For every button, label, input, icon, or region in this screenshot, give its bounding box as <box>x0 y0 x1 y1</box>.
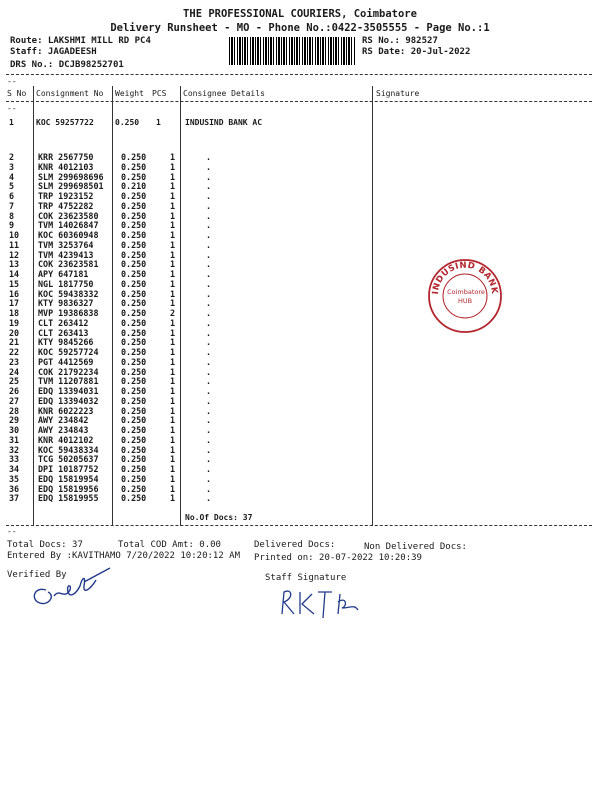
row-weight: 0.250 <box>121 425 147 435</box>
delivered-docs: Delivered Docs: <box>254 540 336 550</box>
row-sno: 14 <box>9 269 20 279</box>
row-weight: 0.250 <box>121 434 147 445</box>
row-consignee: . <box>206 278 212 289</box>
row-pcs: 1 <box>170 288 176 299</box>
row-pcs: 1 <box>170 366 176 377</box>
row-consignee: . <box>206 191 212 201</box>
row-consignee: . <box>206 347 212 357</box>
staff-label: Staff: JAGADEESH <box>10 47 97 57</box>
row-consignment: KOC 60360948 <box>38 230 99 240</box>
row-weight: 0.250 <box>121 337 147 348</box>
total-cod-amount: Total COD Amt: 0.00 <box>118 540 221 550</box>
row-consignee: . <box>206 269 212 279</box>
row-sno: 28 <box>9 405 20 416</box>
row-consignee: . <box>206 337 212 348</box>
row-consignee: . <box>206 444 212 455</box>
row-consignee: . <box>206 210 212 221</box>
row-consignment: AWY 234842 <box>38 415 89 426</box>
row-weight: 0.250 <box>121 288 147 299</box>
row-sno: 15 <box>9 278 20 289</box>
row-pcs: 1 <box>170 171 176 182</box>
row-pcs: 1 <box>170 278 176 289</box>
row-sno: 33 <box>9 454 20 465</box>
row-sno: 3 <box>9 161 15 172</box>
row-pcs: 1 <box>170 415 176 426</box>
barcode <box>229 37 356 65</box>
row-pcs: 1 <box>170 493 176 504</box>
stamp-hub: HUB <box>457 297 473 305</box>
rs-date: RS Date: 20-Jul-2022 <box>362 47 471 57</box>
row-consignment: EDQ 13394032 <box>38 395 99 406</box>
column-header-consignment: Consignment No <box>36 89 104 98</box>
row-consignment: TVM 14026847 <box>38 220 99 231</box>
row-weight: 0.250 <box>121 483 147 494</box>
row-weight: 0.250 <box>121 269 147 279</box>
row-consignee: . <box>206 298 212 309</box>
row-pcs: 1 <box>170 200 176 211</box>
non-delivered-docs: Non Delivered Docs: <box>364 542 467 552</box>
row-sno: 6 <box>9 191 15 201</box>
row-pcs: 1 <box>170 298 176 309</box>
row-1-sno: 1 <box>9 118 14 127</box>
row-consignment: SLM 299698696 <box>38 171 104 182</box>
row-consignment: TRP 4752282 <box>38 200 94 211</box>
bank-stamp <box>425 256 505 336</box>
row-1-consignment: KOC 59257722 <box>36 118 94 127</box>
row-sno: 7 <box>9 200 15 211</box>
row-consignment: TVM 11207881 <box>38 376 99 387</box>
rs-number: RS No.: 982527 <box>362 36 438 46</box>
row-consignment: KRR 2567750 <box>38 152 94 162</box>
row-weight: 0.250 <box>121 308 147 318</box>
row-consignment: KOC 59257724 <box>38 347 99 357</box>
row-consignee: . <box>206 181 212 192</box>
row-pcs: 1 <box>170 161 176 172</box>
row-sno: 5 <box>9 181 15 192</box>
staff-signature <box>270 580 370 625</box>
row-pcs: 1 <box>170 444 176 455</box>
row-consignee: . <box>206 356 212 367</box>
row-consignment: APY 647181 <box>38 269 89 279</box>
row-pcs: 1 <box>170 259 176 270</box>
row-pcs: 1 <box>170 425 176 435</box>
row-consignment: KOC 59438334 <box>38 444 99 455</box>
row-weight: 0.250 <box>121 152 147 162</box>
row-consignment: PGT 4412569 <box>38 356 94 367</box>
row-consignment: TVM 3253764 <box>38 239 94 250</box>
row-pcs: 1 <box>170 347 176 357</box>
column-header-signature: Signature <box>376 89 420 98</box>
row-consignment: MVP 19386838 <box>38 308 99 318</box>
row-consignment: CLT 263413 <box>38 327 89 338</box>
row-weight: 0.250 <box>121 405 147 416</box>
row-pcs: 1 <box>170 386 176 396</box>
row-pcs: 1 <box>170 191 176 201</box>
row-weight: 0.250 <box>121 473 147 484</box>
row-pcs: 1 <box>170 337 176 348</box>
row-consignee: . <box>206 386 212 396</box>
row-weight: 0.250 <box>121 493 147 504</box>
row-sno: 9 <box>9 220 15 231</box>
column-header-sno: S No <box>7 89 27 98</box>
row-consignee: . <box>206 308 212 318</box>
row-pcs: 1 <box>170 239 176 250</box>
row-weight: 0.250 <box>121 464 147 474</box>
row-pcs: 1 <box>170 230 176 240</box>
stamp-city: Coimbatore <box>447 288 485 296</box>
row-consignment: CLT 263412 <box>38 317 89 328</box>
row-consignee: . <box>206 161 212 172</box>
no-of-docs: No.Of Docs: 37 <box>185 513 253 522</box>
row-consignment: TVM 4239413 <box>38 249 94 260</box>
row-pcs: 1 <box>170 220 176 231</box>
row-weight: 0.250 <box>121 444 147 455</box>
row-sno: 22 <box>9 347 20 357</box>
row-consignment: COK 23623580 <box>38 210 99 221</box>
row-weight: 0.250 <box>121 278 147 289</box>
row-consignee: . <box>206 317 212 328</box>
row-weight: 0.250 <box>121 220 147 231</box>
row-sno: 24 <box>9 366 20 377</box>
row-consignment: COK 21792234 <box>38 366 99 377</box>
row-1-pcs: 1 <box>156 118 161 127</box>
row-weight: 0.250 <box>121 376 147 387</box>
printed-on: Printed on: 20-07-2022 10:20:39 <box>254 553 422 563</box>
entered-by: Entered By :KAVITHAMO 7/20/2022 10:20:12 AM <box>7 551 240 561</box>
row-weight: 0.250 <box>121 347 147 357</box>
row-weight: 0.250 <box>121 171 147 182</box>
column-divider <box>372 86 373 526</box>
row-consignment: EDQ 15819955 <box>38 493 99 504</box>
row-sno: 12 <box>9 249 20 260</box>
row-sno: 27 <box>9 395 20 406</box>
row-consignee: . <box>206 483 212 494</box>
row-consignee: . <box>206 415 212 426</box>
row-pcs: 1 <box>170 356 176 367</box>
row-weight: 0.250 <box>121 200 147 211</box>
table-rule-bottom <box>6 525 592 526</box>
row-weight: 0.250 <box>121 356 147 367</box>
row-weight: 0.250 <box>121 259 147 270</box>
row-consignee: . <box>206 259 212 270</box>
row-pcs: 1 <box>170 395 176 406</box>
row-consignee: . <box>206 239 212 250</box>
row-weight: 0.210 <box>121 181 147 192</box>
row-sno: 13 <box>9 259 20 270</box>
row-weight: 0.250 <box>121 210 147 221</box>
row-pcs: 1 <box>170 249 176 260</box>
row-consignment: EDQ 15819954 <box>38 473 99 484</box>
document-subtitle: Delivery Runsheet - MO - Phone No.:0422-3505555 - Page No.:1 <box>110 22 490 34</box>
row-sno: 8 <box>9 210 15 221</box>
verifier-signature <box>26 560 136 610</box>
row-sno: 18 <box>9 308 20 318</box>
row-consignment: TCG 50205637 <box>38 454 99 465</box>
row-sno: 37 <box>9 493 20 504</box>
verified-by-label: Verified By <box>7 570 67 580</box>
total-docs: Total Docs: 37 <box>7 540 83 550</box>
row-weight: 0.250 <box>121 454 147 465</box>
staff-signature-label: Staff Signature <box>265 573 347 583</box>
row-pcs: 1 <box>170 269 176 279</box>
table-sub-marker: -- <box>7 104 17 113</box>
row-weight: 0.250 <box>121 366 147 377</box>
header-rule-bottom <box>6 101 592 102</box>
row-sno: 25 <box>9 376 20 387</box>
row-consignee: . <box>206 200 212 211</box>
row-consignment: COK 23623581 <box>38 259 99 270</box>
row-consignment: KNR 4012103 <box>38 161 94 172</box>
row-weight: 0.250 <box>121 249 147 260</box>
header-rule-top <box>6 74 592 75</box>
row-pcs: 1 <box>170 317 176 328</box>
row-consignee: . <box>206 434 212 445</box>
row-pcs: 1 <box>170 434 176 445</box>
row-sno: 23 <box>9 356 20 367</box>
row-weight: 0.250 <box>121 161 147 172</box>
row-weight: 0.250 <box>121 317 147 328</box>
row-consignment: NGL 1817750 <box>38 278 94 289</box>
row-sno: 30 <box>9 425 20 435</box>
row-consignee: . <box>206 464 212 474</box>
row-pcs: 1 <box>170 376 176 387</box>
row-consignment: SLM 299698501 <box>38 181 104 192</box>
row-sno: 16 <box>9 288 20 299</box>
row-pcs: 1 <box>170 473 176 484</box>
row-sno: 21 <box>9 337 20 348</box>
row-consignment: KTY 9845266 <box>38 337 94 348</box>
column-header-pcs: PCS <box>152 89 167 98</box>
row-sno: 32 <box>9 444 20 455</box>
route-label: Route: LAKSHMI MILL RD PC4 <box>10 36 151 46</box>
row-sno: 20 <box>9 327 20 338</box>
row-weight: 0.250 <box>121 395 147 406</box>
row-sno: 11 <box>9 239 20 250</box>
row-pcs: 2 <box>170 308 176 318</box>
row-weight: 0.250 <box>121 327 147 338</box>
row-pcs: 1 <box>170 454 176 465</box>
row-1-weight: 0.250 <box>115 118 140 127</box>
row-consignment: KNR 4012102 <box>38 434 94 445</box>
row-consignee: . <box>206 376 212 387</box>
row-consignment: DPI 10187752 <box>38 464 99 474</box>
row-sno: 2 <box>9 152 15 162</box>
table-top-marker: -- <box>7 77 17 86</box>
row-weight: 0.250 <box>121 239 147 250</box>
row-1-consignee: INDUSIND BANK AC <box>185 118 263 127</box>
row-consignment: EDQ 15819956 <box>38 483 99 494</box>
row-consignment: KOC 59438332 <box>38 288 99 299</box>
row-weight: 0.250 <box>121 415 147 426</box>
row-sno: 36 <box>9 483 20 494</box>
row-pcs: 1 <box>170 181 176 192</box>
row-pcs: 1 <box>170 405 176 416</box>
column-header-consignee: Consignee Details <box>183 89 265 98</box>
table-bottom-marker: -- <box>7 527 17 536</box>
row-pcs: 1 <box>170 210 176 221</box>
consignment-table <box>7 153 218 504</box>
row-sno: 29 <box>9 415 20 426</box>
row-consignee: . <box>206 493 212 504</box>
row-consignee: . <box>206 395 212 406</box>
row-consignee: . <box>206 171 212 182</box>
stamp-bank-name: INDUSIND BANK <box>430 260 500 295</box>
row-consignee: . <box>206 152 212 162</box>
row-consignment: EDQ 13394031 <box>38 386 99 396</box>
row-sno: 31 <box>9 434 20 445</box>
row-sno: 35 <box>9 473 20 484</box>
row-consignee: . <box>206 405 212 416</box>
row-pcs: 1 <box>170 327 176 338</box>
row-consignment: KNR 6022223 <box>38 405 94 416</box>
row-sno: 26 <box>9 386 20 396</box>
row-consignee: . <box>206 366 212 377</box>
column-header-weight: Weight <box>115 89 144 98</box>
row-consignment: TRP 1923152 <box>38 191 94 201</box>
row-sno: 19 <box>9 317 20 328</box>
row-pcs: 1 <box>170 483 176 494</box>
row-consignee: . <box>206 327 212 338</box>
row-consignee: . <box>206 220 212 231</box>
row-pcs: 1 <box>170 152 176 162</box>
row-consignee: . <box>206 288 212 299</box>
document-title: THE PROFESSIONAL COURIERS, Coimbatore <box>183 8 417 20</box>
row-consignee: . <box>206 473 212 484</box>
row-consignee: . <box>206 454 212 465</box>
row-consignee: . <box>206 249 212 260</box>
table-row <box>7 494 218 504</box>
row-weight: 0.250 <box>121 191 147 201</box>
row-sno: 17 <box>9 298 20 309</box>
row-weight: 0.250 <box>121 230 147 240</box>
row-sno: 4 <box>9 171 15 182</box>
row-consignee: . <box>206 425 212 435</box>
row-consignment: AWY 234843 <box>38 425 89 435</box>
row-pcs: 1 <box>170 464 176 474</box>
row-weight: 0.250 <box>121 386 147 396</box>
row-sno: 10 <box>9 230 20 240</box>
row-consignee: . <box>206 230 212 240</box>
row-weight: 0.250 <box>121 298 147 309</box>
row-consignment: KTY 9836327 <box>38 298 94 309</box>
row-sno: 34 <box>9 464 20 474</box>
drs-number: DRS No.: DCJB98252701 <box>10 60 124 70</box>
